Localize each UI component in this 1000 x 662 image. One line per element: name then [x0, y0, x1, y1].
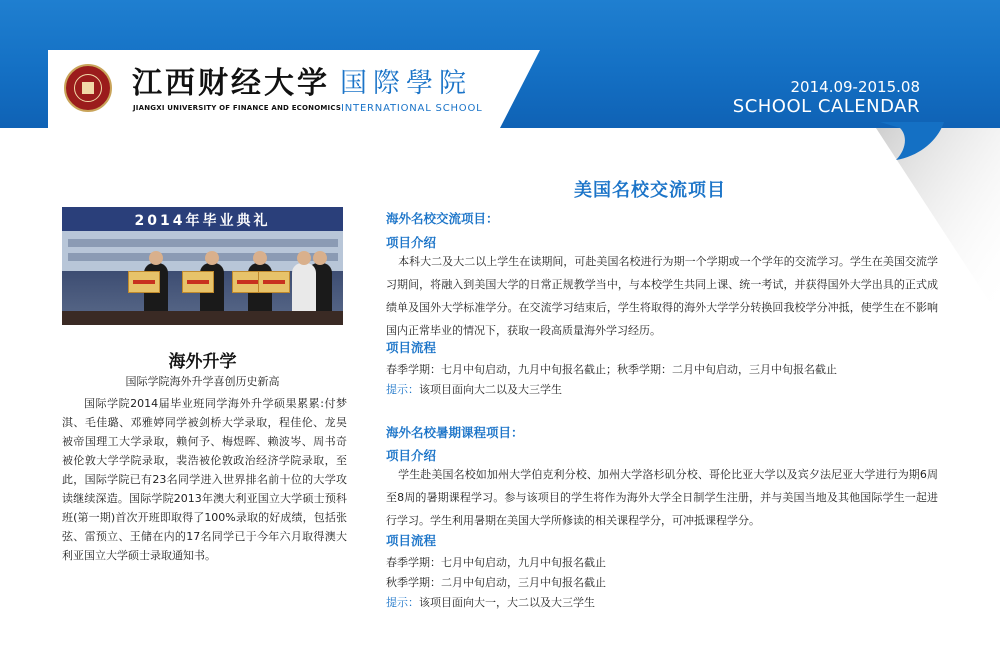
page-title: 美国名校交流项目: [574, 180, 726, 201]
summer-intro-body: 学生赴美国名校如加州大学伯克利分校、加州大学洛杉矶分校、哥伦比亚大学以及宾夕法尼亚大学进行为期6周至8周的暑期课程学习。参与该项目的学生将作为海外大学全日制学生注册，并与美国当地及其他国际学生一起进行学习。学生利用暑期在美国大学所修读的相关课程学分，可冲抵课程学分。: [386, 468, 938, 527]
summer-tip-label: 提示：: [386, 596, 419, 609]
overseas-study-subheading: 国际学院海外升学喜创历史新高: [125, 375, 280, 388]
summer-process-line-2: 秋季学期：二月中旬启动，三月中旬报名截止: [386, 576, 606, 589]
summer-section-title: 海外名校暑期课程项目：: [386, 425, 524, 440]
university-name-en: JIANGXI UNIVERSITY OF FINANCE AND ECONOMICS: [133, 104, 342, 112]
university-name-cn: 江西财经大学: [132, 66, 330, 101]
photo-banner-text: 2014年毕业典礼: [134, 213, 271, 229]
exchange-section-title: 海外名校交流项目：: [386, 211, 499, 226]
overseas-study-body: 国际学院2014届毕业班同学海外升学硕果累累:付梦淇、毛佳璐、邓雅婷同学被剑桥大学录取，程佳伦、龙昊被帝国理工大学录取，赖何予、梅煜晖、赖波岑、周书奇被伦敦大学学院录取，裴浩被伦敦政治经济学院录取，至此，国际学院已有23名同学进入世界排名前十位的大学攻读继续深造。国际学院2013年澳大利亚国立大学硕士预科班(第一期)首次开班即取得了100%录取的好成绩，包括张弦、雷预立、王储在内的17名同学已于今年六月取得澳大利亚国立大学硕士录取通知书。: [62, 397, 347, 562]
exchange-tip-text: 该项目面向大二以及大三学生: [419, 383, 562, 396]
university-seal-icon: [64, 64, 112, 112]
calendar-title: SCHOOL CALENDAR: [732, 96, 920, 117]
calendar-date: 2014.09-2015.08: [790, 78, 920, 96]
school-name-en: INTERNATIONAL SCHOOL: [341, 103, 483, 114]
exchange-process-line: 春季学期：七月中旬启动，九月中旬报名截止；秋季学期：二月中旬启动，三月中旬报名截止: [386, 363, 837, 376]
speech-bubble-tail-icon: [880, 122, 944, 162]
graduation-photo: [62, 207, 343, 325]
summer-intro-title: 项目介绍: [386, 448, 437, 463]
summer-process-title: 项目流程: [386, 533, 437, 548]
exchange-process-title: 项目流程: [386, 340, 437, 355]
summer-tip: [386, 594, 595, 610]
school-name-cn: 国際學院: [340, 68, 472, 99]
exchange-intro-body: 本科大二及大二以上学生在读期间，可赴美国名校进行为期一个学期或一个学年的交流学习。学生在美国交流学习期间，将融入到美国大学的日常正规教学当中，与本校学生共同上课、统一考试，并获得国外大学出具的正式成绩单及国外大学标准学分。在交流学习结束后，学生将取得的海外大学学分转换回我校学分冲抵，使学生在不影响国内正常毕业的情况下，获取一段高质量海外学习经历。: [386, 255, 938, 337]
summer-process-line-1: 春季学期：七月中旬启动，九月中旬报名截止: [386, 556, 606, 569]
overseas-study-heading: 海外升学: [168, 352, 237, 372]
exchange-intro-title: 项目介绍: [386, 235, 437, 250]
summer-tip-text: 该项目面向大一，大二以及大三学生: [419, 596, 595, 609]
exchange-tip-label: 提示：: [386, 383, 419, 396]
exchange-tip: [386, 381, 562, 397]
